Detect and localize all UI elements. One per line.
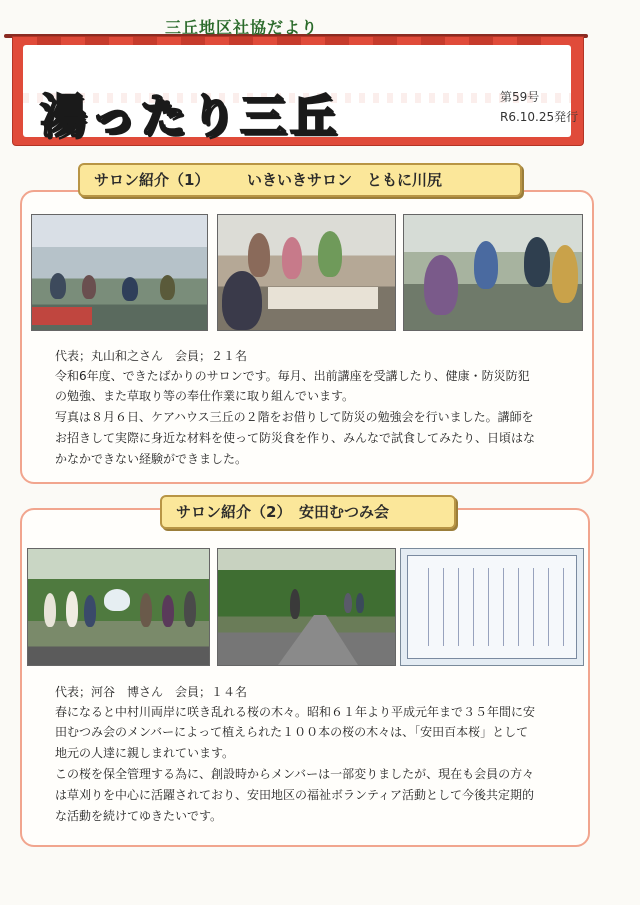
salon-2-photo-group: [27, 548, 210, 666]
salon-1-photo-tasting: [403, 214, 583, 331]
salon-2-photo-path: [217, 548, 396, 666]
section-1-text-line: 令和6年度、できたばかりのサロンです。毎月、出前講座を受講したり、健康・防災防犯: [55, 369, 530, 383]
newsletter-subtitle: 三丘地区社協だより: [165, 18, 319, 37]
section-1-text-line: 写真は８月６日、ケアハウス三丘の２階をお借りして防災の勉強会を行いました。講師を: [55, 410, 534, 424]
salon-1-photo-cooking: [217, 214, 396, 331]
issue-date: R6.10.25発行: [500, 110, 579, 124]
salon-2-photo-monument-sign: [400, 548, 584, 666]
section-1-representative: 代表；丸山和之さん 会員；２１名: [55, 349, 248, 363]
section-2-text-line: は草刈りを中心に活躍されており、安田地区の福祉ボランティア活動として今後共定期的: [55, 788, 535, 802]
issue-number: 第59号: [500, 90, 540, 104]
section-2-representative: 代表；河谷 博さん 会員；１４名: [55, 685, 248, 699]
section-2-text-line: な活動を続けてゆきたいです。: [55, 809, 223, 823]
section-1-text-line: の勉強、また草取り等の奉仕作業に取り組んでいます。: [55, 389, 355, 403]
monument-sign-board: [407, 555, 577, 659]
section-2-text-line: この桜を保全管理する為に、創設時からメンバーは一部変りましたが、現在も会員の方々: [55, 767, 535, 781]
section-2-text-line: 地元の人達に親しまれています。: [55, 746, 235, 760]
section-2-text-line: 田むつみ会のメンバーによって植えられた１００本の桜の木々は、「安田百本桜」として: [55, 725, 529, 739]
section-1-text-line: お招きして実際に身近な材料を使って防災食を作り、みんなで試食してみたり、日頃はな: [55, 431, 536, 445]
section-1-text-line: かなかできない経験ができました。: [55, 452, 248, 466]
section-1-heading: サロン紹介（1） いきいきサロン ともに川尻: [78, 163, 522, 197]
banner-tabs: [13, 37, 583, 45]
section-2-heading: サロン紹介（2） 安田むつみ会: [160, 495, 456, 529]
section-2-text-line: 春になると中村川両岸に咲き乱れる桜の木々。昭和６１年より平成元年まで３５年間に安: [55, 705, 536, 719]
salon-1-photo-room: [31, 214, 208, 331]
newsletter-title: 湯ったり三丘: [40, 89, 340, 143]
